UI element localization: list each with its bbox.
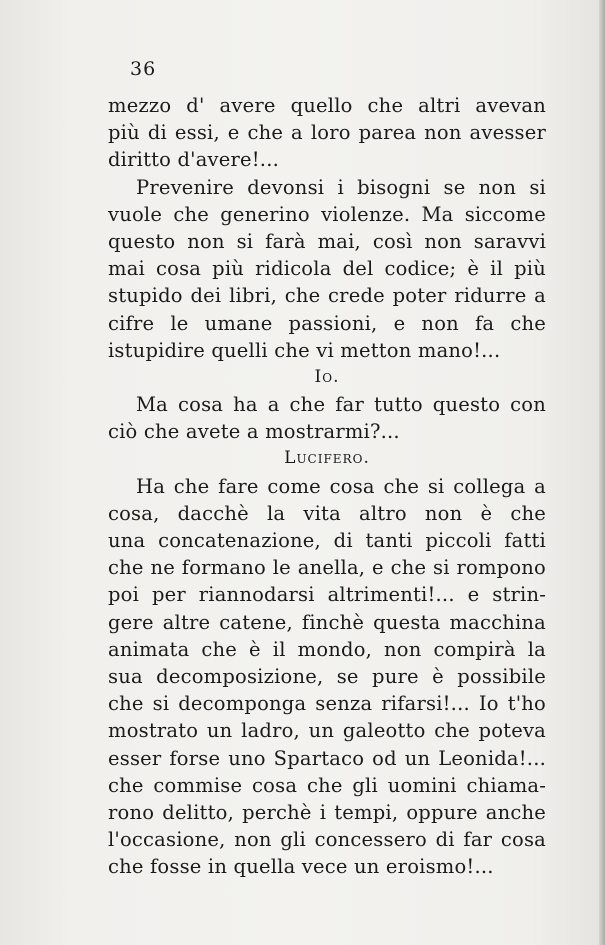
text-line: Prevenire devonsi i bisogni se non si (136, 175, 546, 199)
text-line: cifre le umane passioni, e non fa che (108, 311, 546, 335)
page-body-text (108, 92, 546, 880)
text-line: Ha che fare come cosa che si collega a (136, 474, 546, 498)
page-edge-shadow (599, 0, 605, 945)
text-line: mostrato un ladro, un galeotto che poteva (108, 719, 546, 743)
text-line: più di essi, e che a loro parea non avesser (108, 121, 546, 145)
text-line: ciò che avete a mostrarmi?... (108, 420, 400, 444)
text-line: mezzo d' avere quello che altri avevan (108, 94, 546, 117)
text-line: poi per riannodarsi altrimenti!... e strin- (108, 583, 546, 607)
text-line: l'occasione, non gli concessero di far cosa (108, 828, 546, 852)
text-line: gere altre catene, finchè questa macchina (108, 610, 546, 634)
text-line: cosa, dacchè la vita altro non è che (108, 501, 546, 525)
text-line: diritto d'avere!... (108, 148, 280, 172)
text-line: vuole che generino violenze. Ma siccome (108, 202, 546, 226)
text-line: una concatenazione, di tanti piccoli fatti (108, 529, 546, 552)
text-line: che si decomponga senza rifarsi!... Io t'ho (108, 692, 546, 716)
text-line: mai cosa più ridicola del codice; è il più (108, 257, 546, 281)
text-line: stupido dei libri, che crede poter ridurre a (108, 284, 546, 308)
speaker-heading: Io. (314, 366, 340, 387)
text-line: questo non si farà mai, così non saravvi (108, 229, 546, 253)
text-line: sua decomposizione, se pure è possibile (108, 664, 546, 688)
text-line: che commise cosa che gli uomini chiama- (108, 773, 546, 797)
text-line: che ne formano le anella, e che si rompono (108, 556, 546, 580)
text-line: istupidire quelli che vi metton mano!... (108, 338, 501, 362)
text-line: animata che è il mondo, non compirà la (108, 637, 546, 661)
text-line: esser forse uno Spartaco od un Leonida!... (108, 746, 546, 770)
text-line: Ma cosa ha a che far tutto questo con (136, 393, 546, 417)
text-line: rono delitto, perchè i tempi, oppure anche (108, 800, 546, 824)
text-line: che fosse in quella vece un eroismo!... (108, 855, 494, 879)
page-number: 36 (130, 58, 157, 80)
speaker-heading: Lucifero. (284, 448, 370, 469)
